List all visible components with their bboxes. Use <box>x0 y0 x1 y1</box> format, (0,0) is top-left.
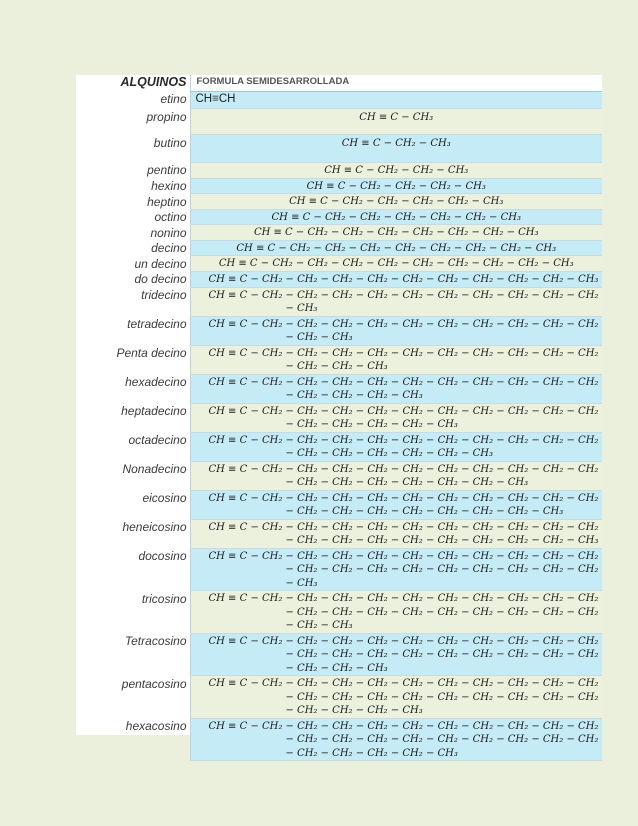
table-row <box>76 461 602 490</box>
formula-continuation-line: − CH₂ − CH₂ − CH₂ − CH₂ − CH₃ <box>285 419 458 430</box>
formula-line: CH ≡ C − CH₂ − CH₂ − CH₂ − CH₂ − CH₂ − CH₂ − CH₃ <box>253 227 539 238</box>
formula-line: CH ≡ C − CH₂ − CH₂ − CH₂ − CH₂ − CH₂ − CH₂ − CH₂ − CH₂ − CH₂ − CH₂ <box>208 550 599 562</box>
table-body <box>76 75 602 761</box>
semi-developed-formula <box>190 91 602 108</box>
table-header-row <box>76 75 602 91</box>
alkyne-name: Nonadecino <box>122 462 187 476</box>
formula-continuation-line: − CH₂ − CH₂ − CH₂ − CH₂ − CH₂ − CH₂ − CH₃ <box>285 477 529 488</box>
formula-line: CH ≡ C − CH₂ − CH₂ − CH₂ − CH₂ − CH₃ <box>289 196 504 207</box>
formula-line: CH ≡ C − CH₂ − CH₂ − CH₂ − CH₂ − CH₂ − CH₂ − CH₂ − CH₂ − CH₂ − CH₃ <box>208 273 599 285</box>
formula-continuation-line: − CH₂ − CH₂ − CH₃ <box>285 361 388 372</box>
alkyne-name: heptadecino <box>121 404 187 418</box>
semi-developed-formula <box>190 345 602 374</box>
semi-developed-formula <box>190 461 602 490</box>
formula-line: CH ≡ C − CH₂ − CH₂ − CH₂ − CH₂ − CH₂ − CH₂ − CH₂ − CH₂ − CH₂ − CH₂ <box>208 318 599 330</box>
semi-developed-formula <box>190 240 602 256</box>
table-row <box>76 108 602 134</box>
table-row <box>76 287 602 316</box>
formula-line: CH ≡ C − CH₂ − CH₂ − CH₂ − CH₂ − CH₂ − CH₂ − CH₂ − CH₂ − CH₂ − CH₂ <box>208 593 599 604</box>
semi-developed-formula <box>190 194 602 210</box>
formula-line: CH ≡ C − CH₂ − CH₂ − CH₃ <box>324 164 469 176</box>
table-row <box>76 178 602 194</box>
table-row <box>76 256 602 272</box>
formula-continuation-line: − CH₂ − CH₂ − CH₂ − CH₂ − CH₂ − CH₃ <box>285 448 494 459</box>
header-formula-cell: FORMULA SEMIDESARROLLADA <box>190 75 602 91</box>
table-row <box>76 91 602 108</box>
formula-line: CH ≡ C − CH₂ − CH₂ − CH₂ − CH₂ − CH₂ − CH₂ − CH₂ − CH₂ − CH₂ − CH₂ <box>208 521 599 533</box>
formula-continuation-line: − CH₂ − CH₂ − CH₂ − CH₂ − CH₂ − CH₂ − CH₂ − CH₂ − CH₂ <box>285 691 599 703</box>
table-row <box>76 316 602 345</box>
semi-developed-formula <box>190 316 602 345</box>
table-row <box>76 345 602 374</box>
table-row <box>76 633 602 676</box>
alkyne-name: tricosino <box>141 591 187 606</box>
alkyne-name: octadecino <box>128 433 187 447</box>
table-row <box>76 209 602 225</box>
table-row <box>76 548 602 591</box>
alkyne-name: pentino <box>147 163 187 177</box>
formula-line: CH ≡ C − CH₂ − CH₂ − CH₂ − CH₂ − CH₂ − CH₂ − CH₂ − CH₂ − CH₂ − CH₂ <box>208 720 599 732</box>
formula-continuation-line: − CH₂ − CH₂ − CH₂ − CH₂ − CH₃ <box>285 747 458 759</box>
alkyne-name: tetradecino <box>127 317 187 331</box>
formula-continuation-line: − CH₃ <box>285 303 318 314</box>
table-row <box>76 194 602 210</box>
alkyne-name: hexino <box>151 179 187 193</box>
semi-developed-formula <box>190 178 602 194</box>
semi-developed-formula <box>190 374 602 403</box>
table-row <box>76 374 602 403</box>
semi-developed-formula <box>190 256 602 272</box>
table-row <box>76 519 602 548</box>
formula-line: CH ≡ C − CH₂ − CH₂ − CH₂ − CH₂ − CH₂ − CH₂ − CH₂ − CH₂ − CH₂ − CH₂ <box>208 463 599 475</box>
table-row <box>76 676 602 719</box>
table-row <box>76 240 602 256</box>
alkyne-name: octino <box>154 210 187 224</box>
alkyne-name: do decino <box>134 272 187 286</box>
formula-line: CH ≡ C − CH₂ − CH₂ − CH₂ − CH₂ − CH₂ − CH₂ − CH₂ − CH₂ − CH₂ − CH₂ <box>208 376 599 388</box>
formula-continuation-line: − CH₂ − CH₂ − CH₂ − CH₂ − CH₂ − CH₂ − CH₂ − CH₂ − CH₂ <box>285 564 599 575</box>
formula-continuation-line: − CH₂ − CH₂ − CH₂ − CH₂ − CH₂ − CH₂ − CH₂ − CH₂ − CH₂ <box>285 606 599 618</box>
formula-continuation-line: − CH₂ − CH₂ − CH₂ − CH₂ − CH₂ − CH₂ − CH₂ − CH₂ − CH₂ <box>285 734 599 745</box>
formula-line: CH ≡ C − CH₂ − CH₂ − CH₂ − CH₂ − CH₂ − CH₂ − CH₂ − CH₂ − CH₂ − CH₂ <box>208 678 599 689</box>
alkyne-name: butino <box>153 136 187 150</box>
formula-line: CH ≡ C − CH₂ − CH₂ − CH₂ − CH₂ − CH₂ − CH₂ − CH₂ − CH₂ − CH₃ <box>218 258 574 269</box>
semi-developed-formula <box>190 718 602 761</box>
formula-line: CH ≡ C − CH₂ − CH₂ − CH₂ − CH₂ − CH₂ − CH₂ − CH₂ − CH₂ − CH₂ − CH₂ <box>208 405 599 417</box>
semi-developed-formula <box>190 287 602 316</box>
formula-line: CH ≡ C − CH₂ − CH₂ − CH₂ − CH₂ − CH₂ − CH₂ − CH₂ − CH₂ − CH₂ − CH₂ <box>208 347 599 359</box>
header-name-cell: ALQUINOS <box>120 75 187 89</box>
alkyne-name: hexadecino <box>125 375 187 389</box>
semi-developed-formula <box>190 134 602 162</box>
alkyne-name: un decino <box>134 256 187 271</box>
semi-developed-formula <box>190 108 602 134</box>
formula-line: CH ≡ C − CH₂ − CH₂ − CH₂ − CH₂ − CH₂ − CH₂ − CH₂ − CH₂ − CH₂ − CH₂ <box>208 434 599 446</box>
formula-continuation-line: − CH₂ − CH₃ <box>285 620 353 631</box>
formula-line: CH ≡ C − CH₂ − CH₂ − CH₂ − CH₂ − CH₂ − CH₂ − CH₂ − CH₂ − CH₂ − CH₂ <box>208 289 599 301</box>
alkyne-name: docosino <box>138 549 187 563</box>
formula-line: CH ≡ C − CH₂ − CH₂ − CH₂ − CH₂ − CH₂ − CH₂ − CH₂ − CH₃ <box>236 242 557 254</box>
formula-line: CH ≡ C − CH₂ − CH₃ <box>341 137 451 149</box>
formula-line: CH ≡ C − CH₃ <box>359 111 434 123</box>
alkyne-name: tridecino <box>141 288 187 302</box>
semi-developed-formula <box>190 519 602 548</box>
semi-developed-formula <box>190 548 602 591</box>
table-row <box>76 591 602 634</box>
semi-developed-formula <box>190 633 602 676</box>
formula-continuation-line: − CH₂ − CH₂ − CH₂ − CH₂ − CH₂ − CH₂ − CH₂ − CH₃ <box>285 506 564 517</box>
semi-developed-formula <box>190 225 602 241</box>
alkyne-name: Penta decino <box>116 346 187 360</box>
alkyne-name: hexacosino <box>125 719 187 733</box>
formula-continuation-line: − CH₂ − CH₂ − CH₃ <box>285 662 388 674</box>
formula-continuation-line: − CH₃ <box>285 577 318 589</box>
alkyne-name: heneicosino <box>122 520 187 534</box>
table-row <box>76 225 602 241</box>
formula-continuation-line: − CH₂ − CH₂ − CH₂ − CH₂ − CH₂ − CH₂ − CH₂ − CH₂ − CH₃ <box>285 535 599 546</box>
table-row <box>76 432 602 461</box>
table-row <box>76 134 602 162</box>
table-row <box>76 271 602 287</box>
semi-developed-formula <box>190 209 602 225</box>
alkynes-table <box>76 75 602 761</box>
formula-line: CH ≡ C − CH₂ − CH₂ − CH₂ − CH₂ − CH₂ − CH₃ <box>271 211 521 223</box>
table-row <box>76 403 602 432</box>
alkyne-name: Tetracosino <box>124 634 187 648</box>
semi-developed-formula <box>190 162 602 178</box>
table-row <box>76 490 602 519</box>
formula-line: CH≡CH <box>195 92 236 105</box>
formula-continuation-line: − CH₂ − CH₂ − CH₂ − CH₃ <box>285 705 423 716</box>
semi-developed-formula <box>190 591 602 634</box>
semi-developed-formula <box>190 403 602 432</box>
alkyne-name: decino <box>151 241 187 255</box>
alkyne-name: nonino <box>150 225 187 240</box>
formula-line: CH ≡ C − CH₂ − CH₂ − CH₂ − CH₃ <box>306 180 486 192</box>
alkyne-name: etino <box>160 92 187 106</box>
alkyne-name: pentacosino <box>121 676 187 691</box>
semi-developed-formula <box>190 676 602 719</box>
formula-line: CH ≡ C − CH₂ − CH₂ − CH₂ − CH₂ − CH₂ − CH₂ − CH₂ − CH₂ − CH₂ − CH₂ <box>208 492 599 504</box>
semi-developed-formula <box>190 432 602 461</box>
alkyne-name: eicosino <box>142 491 187 505</box>
table-row <box>76 162 602 178</box>
table-row <box>76 718 602 761</box>
semi-developed-formula <box>190 490 602 519</box>
formula-continuation-line: − CH₂ − CH₂ − CH₂ − CH₃ <box>285 390 423 401</box>
semi-developed-formula <box>190 271 602 287</box>
formula-line: CH ≡ C − CH₂ − CH₂ − CH₂ − CH₂ − CH₂ − CH₂ − CH₂ − CH₂ − CH₂ − CH₂ <box>208 635 599 647</box>
alkyne-name: heptino <box>147 194 187 209</box>
alkyne-name: propino <box>146 110 187 124</box>
formula-continuation-line: − CH₂ − CH₃ <box>285 332 353 343</box>
formula-continuation-line: − CH₂ − CH₂ − CH₂ − CH₂ − CH₂ − CH₂ − CH₂ − CH₂ − CH₂ <box>285 649 599 660</box>
